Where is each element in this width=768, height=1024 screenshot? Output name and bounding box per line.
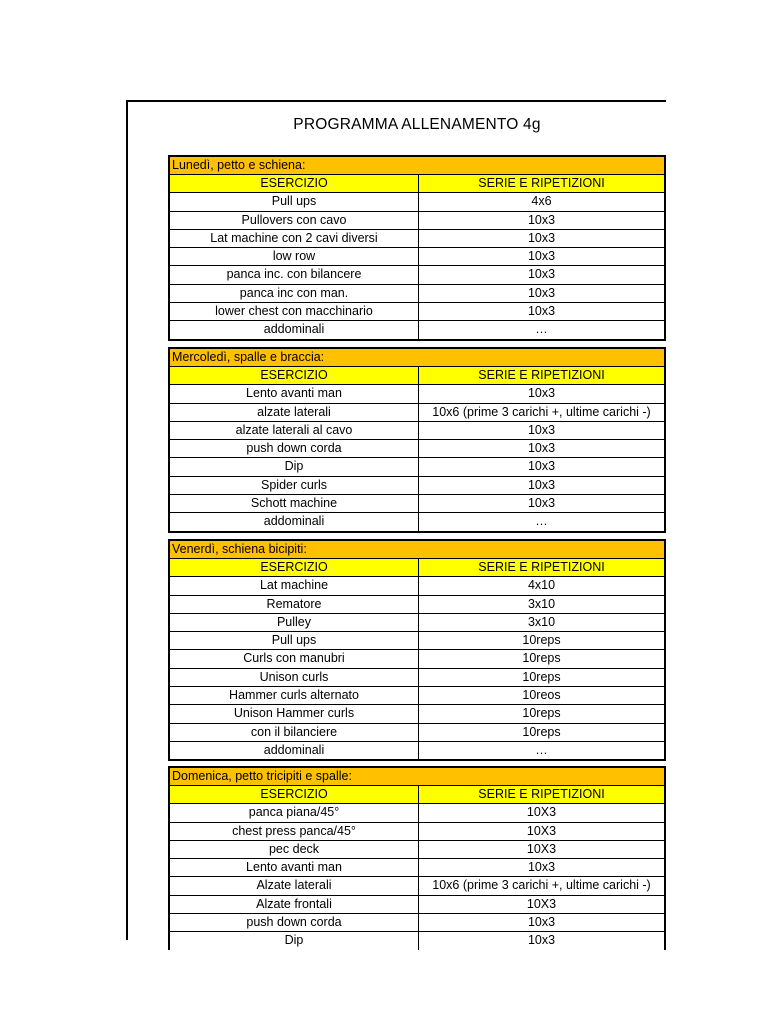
exercise-cell: Hammer curls alternato [170,687,419,704]
sets-cell: 10reps [522,651,561,666]
column-header-row [170,559,664,577]
sets-cell: 10x3 [527,422,556,437]
sets-cell: 10x3 [527,230,556,245]
sets-cell: 10x3 [527,860,556,875]
sets-cell: 10x3 [527,441,556,456]
table-row [170,859,664,877]
exercise-cell: Lat machine [170,577,419,594]
exercise-cell: push down corda [170,440,419,457]
sets-cell: 10reps [522,724,561,739]
table-row [170,495,664,513]
table-row [170,285,664,303]
exercise-cell: Curls con manubri [170,650,419,667]
table-row [170,841,664,859]
exercise-cell: addominali [170,321,419,338]
exercise-cell: Pull ups [170,193,419,210]
exercise-cell: con il bilanciere [170,724,419,741]
exercise-cell: pec deck [170,841,419,858]
document-title: PROGRAMMA ALLENAMENTO 4g [293,116,541,133]
page-border-left [126,100,128,940]
table-row [170,687,664,705]
table-row [170,877,664,895]
section-heading: Domenica, petto tricipiti e spalle: [170,768,664,786]
table-row [170,248,664,266]
exercise-cell: addominali [170,513,419,530]
page-border-top [126,100,666,102]
table-row [170,303,664,321]
sets-cell: 10x3 [527,496,556,511]
sets-cell: 10x3 [527,212,556,227]
sets-cell: … [535,514,548,529]
sets-cell: 10x3 [527,304,556,319]
sets-cell: 10x3 [527,249,556,264]
exercise-cell: Lento avanti man [170,859,419,876]
sets-cell: 10x6 (prime 3 carichi +, ultime carichi -) [432,404,651,419]
exercise-cell: low row [170,248,419,265]
table-row [170,724,664,742]
table-row [170,932,664,949]
workout-table-friday [168,539,666,761]
table-row [170,193,664,211]
exercise-cell: panca inc. con bilancere [170,266,419,283]
table-row [170,669,664,687]
exercise-cell: Pulley [170,614,419,631]
exercise-cell: panca inc con man. [170,285,419,302]
column-header-sets: SERIE E RIPETIZIONI [478,787,605,801]
exercise-cell: Pull ups [170,632,419,649]
column-header-exercise: ESERCIZIO [170,559,419,576]
sets-cell: 10X3 [526,823,557,838]
exercise-cell: chest press panca/45° [170,823,419,840]
exercise-cell: Dip [170,458,419,475]
workout-table-wednesday [168,347,666,533]
sets-cell: 4x6 [531,194,552,209]
column-header-exercise: ESERCIZIO [170,786,419,803]
table-row [170,230,664,248]
exercise-cell: Lento avanti man [170,385,419,402]
table-row [170,404,664,422]
column-header-row [170,367,664,385]
sets-cell: 4x10 [527,578,556,593]
sets-cell: 10x3 [527,915,556,930]
table-row [170,266,664,284]
table-row [170,596,664,614]
table-row [170,650,664,668]
exercise-cell: addominali [170,742,419,759]
table-row [170,577,664,595]
table-row [170,742,664,759]
sets-cell: 10reos [522,688,561,703]
table-row [170,632,664,650]
column-header-row [170,786,664,804]
exercise-cell: Alzate frontali [170,896,419,913]
exercise-cell: Spider curls [170,477,419,494]
table-row [170,477,664,495]
sets-cell: 3x10 [527,596,556,611]
exercise-cell: push down corda [170,914,419,931]
exercise-cell: Schott machine [170,495,419,512]
table-row [170,422,664,440]
sets-cell: 10reps [522,669,561,684]
table-row [170,458,664,476]
exercise-cell: Lat machine con 2 cavi diversi [170,230,419,247]
exercise-cell: Pullovers con cavo [170,212,419,229]
exercise-cell: Dip [170,932,419,949]
table-row [170,896,664,914]
exercise-cell: alzate laterali al cavo [170,422,419,439]
exercise-cell: Unison Hammer curls [170,705,419,722]
table-row [170,823,664,841]
sets-cell: … [535,322,548,337]
sets-cell: … [535,742,548,757]
sets-cell: 10reps [522,706,561,721]
column-header-sets: SERIE E RIPETIZIONI [478,368,605,382]
column-header-sets: SERIE E RIPETIZIONI [478,560,605,574]
exercise-cell: alzate laterali [170,404,419,421]
table-row [170,705,664,723]
sets-cell: 10X3 [526,896,557,911]
table-row [170,212,664,230]
section-heading: Lunedì, petto e schiena: [170,157,664,175]
sets-cell: 10x3 [527,477,556,492]
section-heading: Venerdì, schiena bicipiti: [170,541,664,559]
exercise-cell: lower chest con macchinario [170,303,419,320]
sets-cell: 10x3 [527,933,556,948]
table-row [170,914,664,932]
exercise-cell: panca piana/45° [170,804,419,821]
sets-cell: 10x6 (prime 3 carichi +, ultime carichi -) [432,878,651,893]
column-header-row [170,175,664,193]
column-header-sets: SERIE E RIPETIZIONI [478,176,605,190]
column-header-exercise: ESERCIZIO [170,367,419,384]
sets-cell: 10reps [522,633,561,648]
workout-table-monday [168,155,666,341]
table-row [170,321,664,338]
sets-cell: 10x3 [527,285,556,300]
table-row [170,804,664,822]
sets-cell: 10x3 [527,267,556,282]
sets-cell: 10x3 [527,459,556,474]
exercise-cell: Alzate laterali [170,877,419,894]
sets-cell: 3x10 [527,614,556,629]
exercise-cell: Unison curls [170,669,419,686]
sets-cell: 10X3 [526,805,557,820]
exercise-cell: Rematore [170,596,419,613]
table-row [170,385,664,403]
sets-cell: 10x3 [527,386,556,401]
table-row [170,513,664,530]
sets-cell: 10X3 [526,841,557,856]
workout-table-sunday [168,766,666,950]
table-row [170,614,664,632]
column-header-exercise: ESERCIZIO [170,175,419,192]
table-row [170,440,664,458]
section-heading: Mercoledì, spalle e braccia: [170,349,664,367]
